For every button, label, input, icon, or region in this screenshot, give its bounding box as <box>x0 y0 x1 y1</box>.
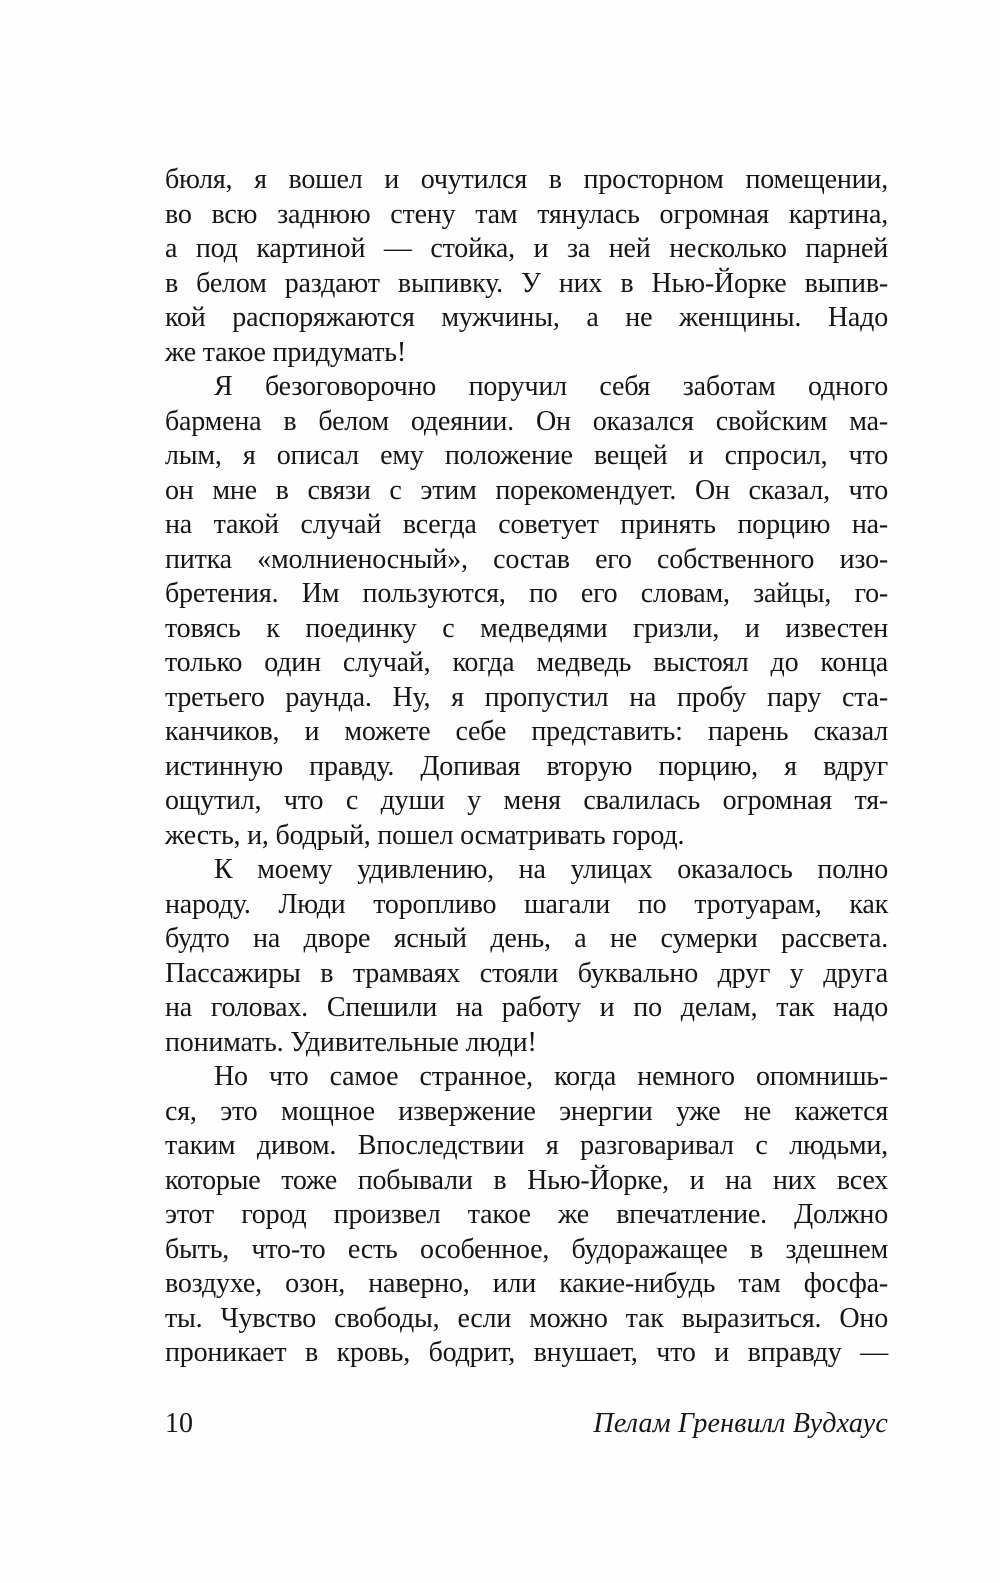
text-line: же такое придумать! <box>165 336 406 368</box>
text-line: в белом раздают выпивку. У них в Нью-Йорке выпив- <box>165 267 888 299</box>
paragraph <box>165 853 888 1060</box>
running-title: Пелам Гренвилл Вудхаус <box>593 1408 888 1439</box>
text-line: Я безоговорочно поручил себя заботам одного <box>214 371 888 402</box>
text-line: Пассажиры в трамваях стояли буквально друг у друга <box>165 957 888 989</box>
text-line: канчиков, и можете себе представить: парень сказал <box>165 716 888 747</box>
text-line: Но что самое странное, когда немного опомнишь- <box>214 1061 888 1092</box>
text-line: лым, я описал ему положение вещей и спросил, что <box>165 440 888 471</box>
text-line: народу. Люди торопливо шагали по тротуарам, как <box>165 888 888 920</box>
text-line: жесть, и, бодрый, пошел осматривать город. <box>165 819 685 851</box>
text-line: третьего раунда. Ну, я пропустил на пробу пару ста- <box>165 681 888 713</box>
paragraph <box>165 163 888 370</box>
text-line: будто на дворе ясный день, а не сумерки рассвета. <box>165 923 888 954</box>
text-line: только один случай, когда медведь выстоял до конца <box>165 647 888 678</box>
text-line: проникает в кровь, бодрит, внушает, что и вправду — <box>165 1337 888 1368</box>
text-line: питка «молниеносный», состав его собственного изо- <box>165 543 888 575</box>
text-line: ощутил, что с души у меня свалилась огромная тя- <box>165 785 888 816</box>
text-line: бретения. Им пользуются, по его словам, зайцы, го- <box>165 578 888 609</box>
text-line: во всю заднюю стену там тянулась огромная картина, <box>165 198 888 230</box>
text-line: а под картиной — стойка, и за ней несколько парней <box>165 233 888 264</box>
text-line: на головах. Спешили на работу и по делам, так надо <box>165 992 888 1023</box>
text-line: бюля, я вошел и очутился в просторном помещении, <box>165 164 888 195</box>
text-line: этот город произвел такое же впечатление. Должно <box>165 1199 888 1230</box>
footer <box>165 1406 888 1441</box>
text-line: кой распоряжаются мужчины, а не женщины. Надо <box>165 302 888 333</box>
paragraph <box>165 1060 888 1371</box>
text-line: товясь к поединку с медведями гризли, и известен <box>165 612 888 644</box>
text-line: К моему удивлению, на улицах оказалось полно <box>214 854 888 885</box>
text-line: ся, это мощное извержение энергии уже не кажется <box>165 1095 888 1127</box>
text-block <box>165 163 888 1371</box>
text-line: бармена в белом одеянии. Он оказался свойским ма- <box>165 405 888 437</box>
text-line: ты. Чувство свободы, если можно так выразиться. Оно <box>165 1302 888 1334</box>
text-line: на такой случай всегда советует принять порцию на- <box>165 509 888 540</box>
text-line: которые тоже побывали в Нью-Йорке, и на них всех <box>165 1164 888 1196</box>
text-line: таким дивом. Впоследствии я разговаривал с людьми, <box>165 1130 888 1161</box>
text-line: истинную правду. Допивая вторую порцию, я вдруг <box>165 750 888 782</box>
text-line: быть, что-то есть особенное, будоражащее в здешнем <box>165 1233 888 1265</box>
paragraph <box>165 370 888 853</box>
text-line: он мне в связи с этим порекомендует. Он сказал, что <box>165 474 888 506</box>
text-line: понимать. Удивительные люди! <box>165 1026 537 1058</box>
text-line: воздухе, озон, наверно, или какие-нибудь там фосфа- <box>165 1268 888 1299</box>
page-number: 10 <box>165 1408 193 1439</box>
